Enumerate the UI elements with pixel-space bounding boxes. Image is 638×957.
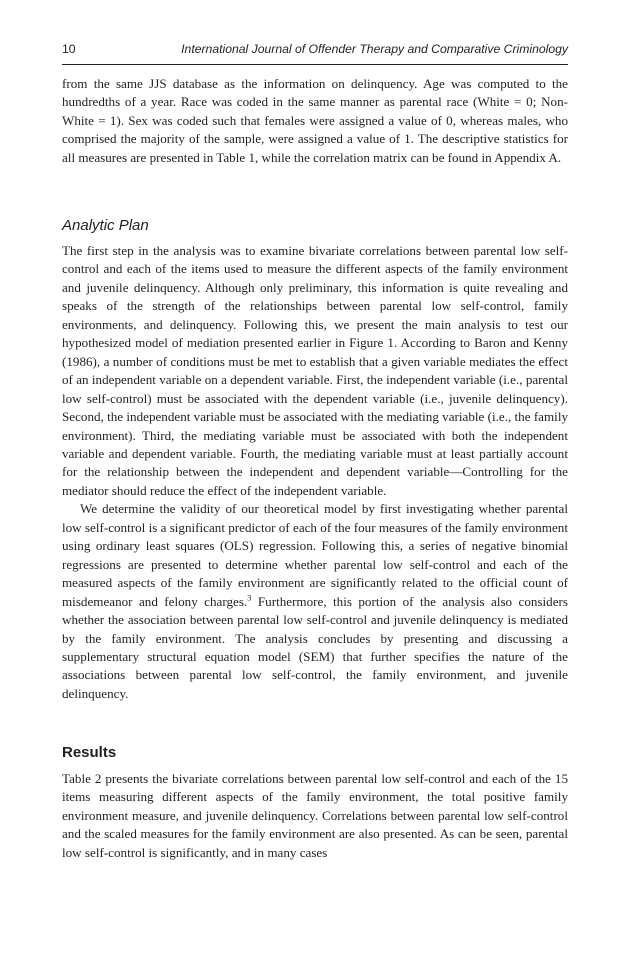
results-paragraph-1: Table 2 presents the bivariate correlations between parental low self-control and each of the 15 items measuring different aspects of the family environment, the total positive family environment measure, and juvenile delinquency. Correlations between parental low self-control and the scaled measures for the family environment are also presented. As can be seen, parental low self-control is significantly, and in many cases xyxy=(62,771,568,860)
paragraph-2-text-b: Furthermore, this portion of the analysis also considers whether the association between parental low self-control and juvenile delinquency is mediated by the family environment. The analysis concludes by presenting and discussing a supplementary structural equation model (SEM) that further specifies the nature of the associations between parental low self-control, the family environment, and juvenile delinquency. xyxy=(62,593,568,701)
analytic-plan-text-block xyxy=(62,242,568,703)
analytic-plan-heading: Analytic Plan xyxy=(62,217,149,234)
intro-text-block xyxy=(62,75,568,167)
intro-paragraph: from the same JJS database as the information on delinquency. Age was computed to the hundredths of a year. Race was coded in the same manner as parental race (White = 0; Non-White = 1). Sex was coded such that females were assigned a value of 0, whereas males, who comprised the majority of the sample, were assigned a value of 1. The descriptive statistics for all measures are presented in Table 1, while the correlation matrix can be found in Appendix A. xyxy=(62,76,568,165)
results-text-block xyxy=(62,770,568,862)
page-number: 10 xyxy=(62,42,76,56)
journal-title: International Journal of Offender Therapy and Comparative Criminology xyxy=(181,42,568,56)
analytic-plan-paragraph-1: The first step in the analysis was to examine bivariate correlations between parental low self-control and each of the items used to measure the different aspects of the family environment and juvenile delinquency. Although only preliminary, this information is quite revealing and speaks of the strength of the relationships between parental low self-control, family environments, and delinquency. Following this, we present the main analysis to test our hypothesized model of mediation presented earlier in Figure 1. According to Baron and Kenny (1986), a number of conditions must be met to establish that a given variable mediates the effect of an independent variable on a dependent variable. First, the independent variable (i.e., parental low self-control) must be associated with the dependent variable (i.e., juvenile delinquency). Second, the independent variable must be associated with the mediating variable (i.e., the family environment). Third, the mediating variable must be associated with both the independent variable and dependent variable. Fourth, the mediating variable must at least partially account for the relationship between the independent and dependent variable—Controlling for the mediator should reduce the effect of the independent variable. xyxy=(62,243,568,498)
running-head xyxy=(62,40,568,62)
analytic-plan-paragraph-2 xyxy=(62,500,568,703)
footnote-marker[interactable]: 3 xyxy=(247,592,252,603)
header-rule xyxy=(62,64,568,65)
results-heading: Results xyxy=(62,744,117,761)
paragraph-2-text-a: We determine the validity of our theoretical model by first investigating whether parental low self-control is a significant predictor of each of the four measures of the family environment using ordinary least squares (OLS) regression. Following this, a series of negative binomial regressions are presented to determine whether parental low self-control and each of the measured aspects of the family environment are significantly related to the official count of misdemeanor and felony charges. xyxy=(62,501,568,609)
